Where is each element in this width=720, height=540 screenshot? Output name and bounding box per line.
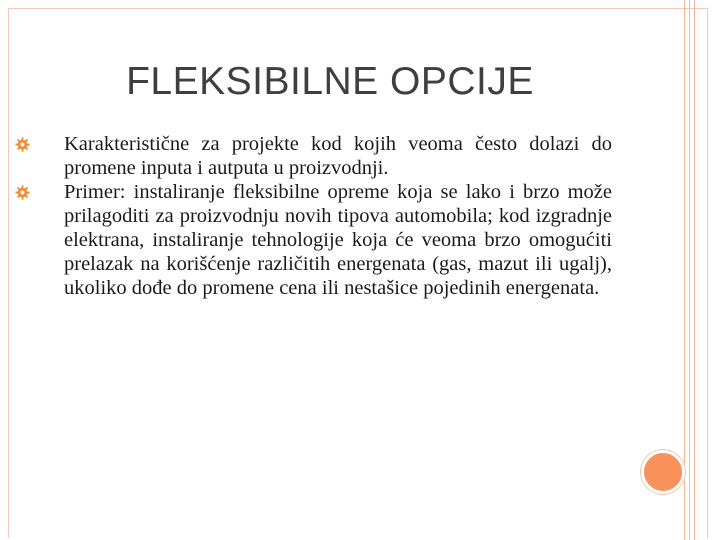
list-item (64, 132, 612, 180)
list-item (64, 180, 612, 300)
decorative-line (694, 0, 695, 540)
bullet-list (64, 132, 612, 300)
gear-icon (15, 185, 30, 200)
decorative-line (689, 0, 690, 540)
decorative-circle (641, 450, 685, 494)
bullet-text: Karakteristične za projekte kod kojih veoma često dolazi do promene inputa i autputa u proizvodnji. (64, 133, 612, 179)
bullet-text: Primer: instaliranje fleksibilne opreme koja se lako i brzo može prilagoditi za proizvodnju novih tipova automobila; kod izgradnje elektrana, instaliranje tehnologije koja će veoma brzo omogućiti prelazak na korišćenje različitih energenata (gas, mazut ili ugalj), ukoliko dođe do promene cena ili nestašice pojedinih energenata. (64, 181, 612, 299)
gear-icon (15, 137, 30, 152)
slide-title: FLEKSIBILNE OPCIJE (126, 60, 534, 103)
decorative-line (684, 0, 685, 540)
